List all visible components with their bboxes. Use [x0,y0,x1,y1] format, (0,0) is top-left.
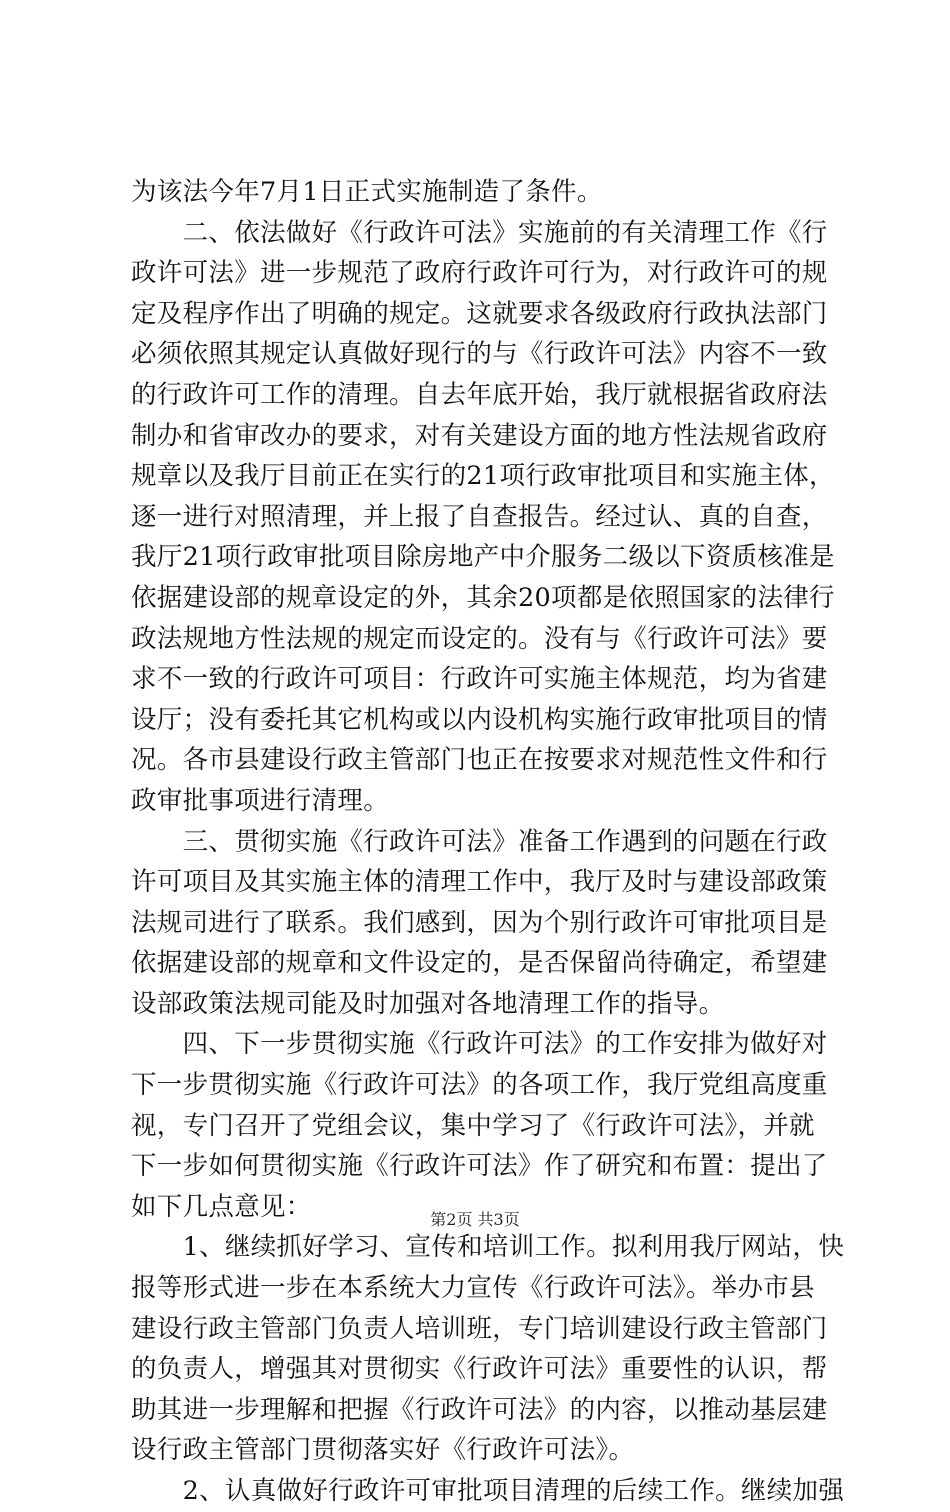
text-line: 求不一致的行政许可项目：行政许可实施主体规范，均为省建 [131,664,828,695]
text-line: 设行政主管部门贯彻落实好《行政许可法》。 [131,1435,635,1466]
text-line: 政许可法》进一步规范了政府行政许可行为，对行政许可的规 [131,258,828,289]
text-line: 依据建设部的规章设定的外，其余20项都是依照国家的法律行 [131,582,835,613]
text-line: 况。各市县建设行政主管部门也正在按要求对规范性文件和行 [131,745,828,776]
text-line: 设部政策法规司能及时加强对各地清理工作的指导。 [131,988,725,1019]
text-line: 必须依照其规定认真做好现行的与《行政许可法》内容不一致 [131,339,828,370]
text-line: 为该法今年7月1日正式实施制造了条件。 [131,177,603,207]
text-line: 助其进一步理解和把握《行政许可法》的内容，以推动基层建 [131,1394,828,1425]
text-line: 下一步如何贯彻实施《行政许可法》作了研究和布置：提出了 [131,1151,828,1182]
text-line: 许可项目及其实施主体的清理工作中，我厅及时与建设部政策 [131,867,828,898]
text-line: 下一步贯彻实施《行政许可法》的各项工作，我厅党组高度重 [131,1070,828,1101]
text-line: 逐一进行对照清理，并上报了自查报告。经过认、真的自查， [131,501,828,532]
text-line: 如下几点意见： [131,1191,312,1222]
text-line: 定及程序作出了明确的规定。这就要求各级政府行政执法部门 [131,298,828,329]
document-body [131,172,845,1512]
text-line: 政审批事项进行清理。 [131,785,390,816]
text-line: 法规司进行了联系。我们感到，因为个别行政许可审批项目是 [131,907,828,938]
text-line: 我厅21项行政审批项目除房地产中介服务二级以下资质核准是 [131,542,835,573]
text-line: 建设行政主管部门负责人培训班，专门培训建设行政主管部门 [131,1313,828,1344]
text-line: 报等形式进一步在本系统大力宣传《行政许可法》。举办市县 [131,1273,815,1304]
text-line: 三、贯彻实施《行政许可法》准备工作遇到的问题在行政 [131,826,828,857]
text-line: 视，专门召开了党组会议，集中学习了《行政许可法》，并就 [131,1110,815,1141]
text-line: 依据建设部的规章和文件设定的，是否保留尚待确定，希望建 [131,948,828,979]
text-line: 四、下一步贯彻实施《行政许可法》的工作安排为做好对 [131,1029,828,1060]
text-line: 的行政许可工作的清理。自去年底开始，我厅就根据省政府法 [131,379,828,410]
text-line: 制办和省审改办的要求，对有关建设方面的地方性法规省政府 [131,420,828,451]
page-number-footer: 第2页 共3页 [430,1210,520,1229]
text-line: 1、继续抓好学习、宣传和培训工作。拟利用我厅网站，快 [131,1232,845,1263]
text-line: 2、认真做好行政许可审批项目清理的后续工作。继续加强 [131,1476,845,1506]
text-line: 设厅；没有委托其它机构或以内设机构实施行政审批项目的情 [131,704,828,735]
text-line: 二、依法做好《行政许可法》实施前的有关清理工作《行 [131,217,828,248]
text-line: 政法规地方性法规的规定而设定的。没有与《行政许可法》要 [131,623,828,654]
text-line: 的负责人，增强其对贯彻实《行政许可法》重要性的认识，帮 [131,1354,828,1385]
text-line: 规章以及我厅目前正在实行的21项行政审批项目和实施主体， [131,461,835,492]
